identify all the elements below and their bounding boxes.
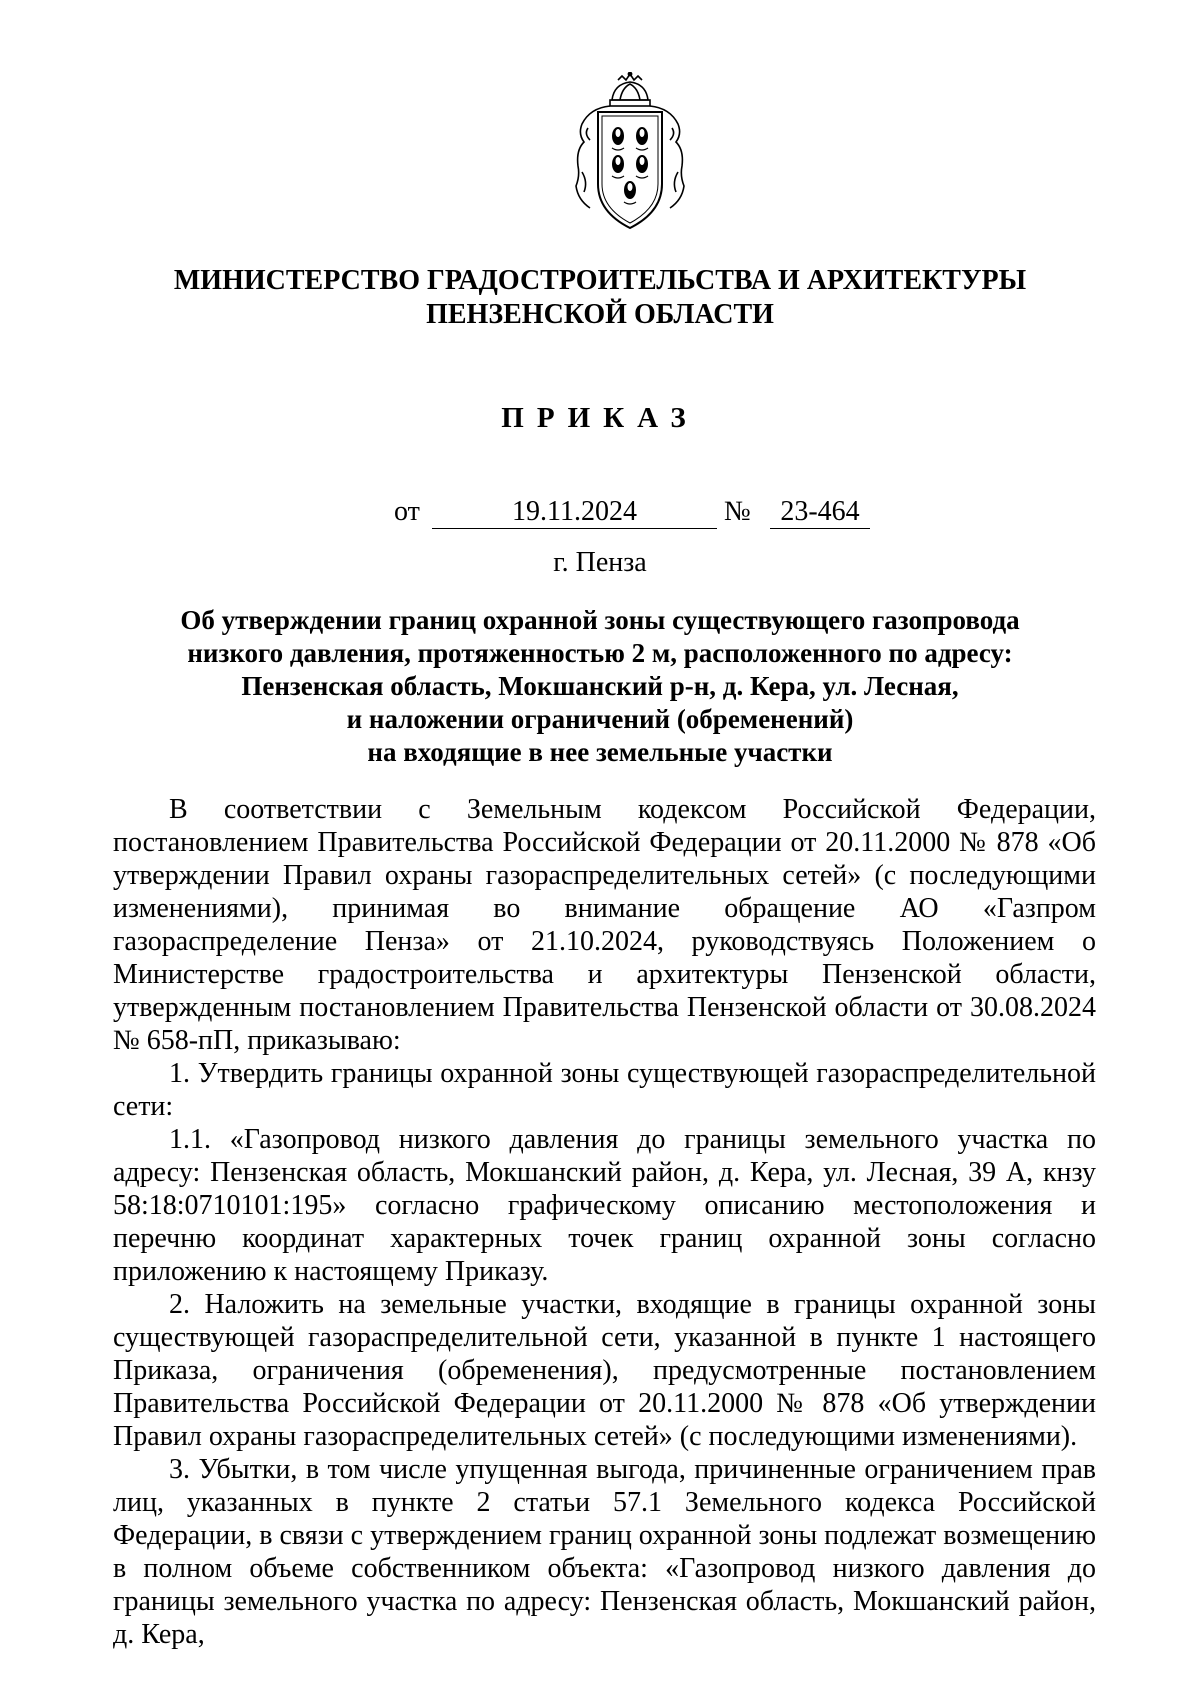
ministry-name-line-1: МИНИСТЕРСТВО ГРАДОСТРОИТЕЛЬСТВА И АРХИТЕКТУРЫ — [173, 265, 1027, 296]
item-1-1-paragraph: 1.1. «Газопровод низкого давления до границы земельного участка по адресу: Пензенская область, Мокшанский район, д. Кера, ул. Лесная, 39 А, кнзу 58:18:0710101:195» согласно графическому описанию местоположения и перечню координат характерных точек границ охранной зоны согласно приложению к настоящему Приказу. — [113, 1124, 1096, 1287]
item-1-paragraph: 1. Утвердить границы охранной зоны существующей газораспределительной сети: — [113, 1058, 1096, 1122]
ministry-name-line-2: ПЕНЗЕНСКОЙ ОБЛАСТИ — [426, 299, 774, 330]
document-body — [113, 793, 1096, 1651]
document-date: 19.11.2024 — [432, 494, 717, 529]
document-number: 23-464 — [770, 494, 870, 529]
item-3-paragraph: 3. Убытки, в том числе упущенная выгода, причиненные ограничением прав лиц, указанных в пункте 2 статьи 57.1 Земельного кодекса Российской Федерации, в связи с утверждением границ охранной зоны подлежат возмещению в полном объеме собственником объекта: «Газопровод низкого давления до границы земельного участка по адресу: Пензенская область, Мокшанский район, д. Кера, — [113, 1454, 1097, 1650]
subject-line-3: Пензенская область, Мокшанский р-н, д. Кера, ул. Лесная, — [241, 671, 959, 701]
subject-line-5: на входящие в нее земельные участки — [367, 737, 833, 767]
item-2-paragraph: 2. Наложить на земельные участки, входящие в границы охранной зоны существующей газораспределительной сети, указанной в пункте 1 настоящего Приказа, ограничения (обременения), предусмотренные постановлением Правительства Российской Федерации от 20.11.2000 № 878 «Об утверждении Правил охраны газораспределительных сетей» (с последующими изменениями). — [113, 1289, 1096, 1452]
preamble-paragraph: В соответствии с Земельным кодексом Российской Федерации, постановлением Правительства Российской Федерации от 20.11.2000 № 878 «Об утверждении Правил охраны газораспределительных сетей» (с последующими изменениями), принимая во внимание обращение АО «Газпром газораспределение Пенза» от 21.10.2024, руководствуясь Положением о Министерстве градостроительства и архитектуры Пензенской области, утвержденным постановлением Правительства Пензенской области от 30.08.2024 № 658-пП, приказываю: — [113, 794, 1096, 1056]
number-sign-label: № — [724, 496, 751, 527]
subject-line-1: Об утверждении границ охранной зоны существующего газопровода — [180, 605, 1020, 635]
date-from-label: от — [394, 496, 420, 527]
subject-line-4: и наложении ограничений (обременений) — [346, 704, 854, 734]
city-of-issue: г. Пенза — [553, 547, 647, 578]
subject-line-2: низкого давления, протяженностью 2 м, расположенного по адресу: — [187, 638, 1013, 668]
penza-region-coat-of-arms-icon — [568, 72, 692, 240]
document-subject — [100, 604, 1100, 769]
date-number-line — [394, 494, 874, 530]
ministry-name — [100, 264, 1100, 332]
document-type-title: ПРИКАЗ — [501, 402, 699, 434]
